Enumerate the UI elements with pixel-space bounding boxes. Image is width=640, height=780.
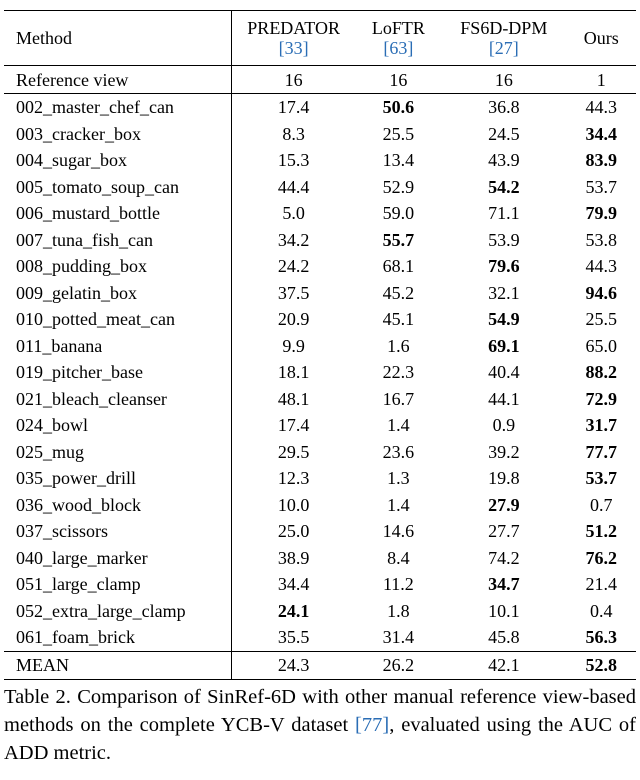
row-value: 1.4: [387, 415, 410, 436]
row-value: 25.0: [277, 521, 310, 542]
mean-value: 42.1: [441, 651, 566, 679]
row-value: 21.4: [585, 574, 617, 595]
results-table: [4, 10, 636, 680]
row-value: 79.9: [585, 203, 617, 224]
row-value: 45.2: [382, 282, 415, 303]
row-value: 53.7: [585, 468, 617, 489]
row-method-name: 024_bowl: [4, 412, 231, 439]
row-value: 0.9: [492, 415, 516, 436]
row-value: 17.4: [277, 415, 310, 436]
mean-value: 26.2: [356, 651, 442, 679]
header-col-cite[interactable]: [63]: [383, 38, 414, 58]
row-value: 51.2: [585, 521, 617, 542]
row-value: 32.1: [488, 282, 520, 303]
table-row: [4, 359, 636, 386]
row-value: 44.1: [488, 388, 520, 409]
row-method-name: 040_large_marker: [4, 545, 231, 572]
row-value: 24.2: [277, 256, 310, 277]
table-row: [4, 518, 636, 545]
table-row: [4, 147, 636, 174]
table-row: [4, 386, 636, 413]
table-row: [4, 253, 636, 280]
header-col-name: Ours: [583, 28, 619, 48]
row-value: 15.3: [277, 150, 310, 171]
table-row: [4, 571, 636, 598]
row-method-name: 009_gelatin_box: [4, 280, 231, 307]
table-row: [4, 200, 636, 227]
mean-value: 52.8: [566, 651, 636, 679]
table-row: [4, 598, 636, 625]
row-value: 55.7: [382, 229, 415, 250]
results-table-container: [4, 10, 636, 680]
table-body: [4, 66, 636, 652]
row-value: 68.1: [382, 256, 415, 277]
row-value: 13.4: [382, 150, 415, 171]
row-value: 94.6: [585, 282, 617, 303]
row-value: 11.2: [382, 574, 414, 595]
row-value: 31.7: [585, 415, 617, 436]
reference-value: 1: [566, 66, 636, 94]
row-method-name: 005_tomato_soup_can: [4, 174, 231, 201]
table-row: [4, 412, 636, 439]
row-value: 29.5: [277, 441, 310, 462]
row-value: 24.1: [277, 600, 310, 621]
row-value: 43.9: [488, 150, 520, 171]
row-value: 0.4: [589, 600, 613, 621]
row-method-name: 061_foam_brick: [4, 624, 231, 651]
row-method-name: 003_cracker_box: [4, 121, 231, 148]
row-value: 34.7: [488, 574, 520, 595]
table-row: [4, 306, 636, 333]
row-value: 31.4: [382, 627, 415, 648]
row-value: 45.1: [382, 309, 415, 330]
row-value: 74.2: [488, 547, 520, 568]
row-value: 34.4: [277, 574, 310, 595]
row-method-name: 007_tuna_fish_can: [4, 227, 231, 254]
row-value: 1.3: [387, 468, 410, 489]
row-value: 25.5: [585, 309, 617, 330]
table-row: [4, 439, 636, 466]
row-value: 14.6: [382, 521, 415, 542]
row-method-name: 006_mustard_bottle: [4, 200, 231, 227]
header-method: Method: [4, 11, 231, 66]
row-method-name: 021_bleach_cleanser: [4, 386, 231, 413]
header-col-3: [566, 11, 636, 66]
row-value: 44.3: [585, 256, 617, 277]
row-value: 34.2: [277, 229, 310, 250]
row-method-name: 010_potted_meat_can: [4, 306, 231, 333]
row-value: 23.6: [382, 441, 415, 462]
row-value: 56.3: [585, 627, 617, 648]
row-value: 8.4: [387, 547, 410, 568]
row-value: 50.6: [356, 94, 442, 121]
mean-label: MEAN: [4, 651, 231, 679]
row-value: 48.1: [277, 388, 310, 409]
header-col-name: LoFTR: [371, 18, 425, 38]
mean-row: [4, 651, 636, 679]
table-row: [4, 121, 636, 148]
row-method-name: 037_scissors: [4, 518, 231, 545]
row-value: 12.3: [277, 468, 310, 489]
reference-value: 16: [231, 66, 355, 94]
row-value: 54.2: [488, 176, 520, 197]
row-value: 72.9: [585, 388, 617, 409]
row-value: 8.3: [282, 123, 305, 144]
row-value: 22.3: [382, 362, 415, 383]
row-value: 24.5: [488, 123, 520, 144]
table-row: [4, 333, 636, 360]
table-row: [4, 280, 636, 307]
row-value: 44.3: [566, 94, 636, 121]
header-col-name: FS6D-DPM: [460, 18, 548, 38]
row-value: 53.7: [585, 176, 617, 197]
header-col-0: [231, 11, 355, 66]
header-col-cite[interactable]: [33]: [278, 38, 309, 58]
header-col-name: PREDATOR: [247, 18, 340, 38]
row-value: 45.8: [488, 627, 520, 648]
row-value: 0.7: [589, 494, 613, 515]
row-value: 18.1: [277, 362, 310, 383]
table-caption: [4, 683, 636, 767]
row-value: 17.4: [231, 94, 355, 121]
row-method-name: 035_power_drill: [4, 465, 231, 492]
row-method-name: 002_master_chef_can: [4, 94, 231, 121]
row-value: 71.1: [488, 203, 520, 224]
row-method-name: 052_extra_large_clamp: [4, 598, 231, 625]
row-method-name: 051_large_clamp: [4, 571, 231, 598]
row-value: 37.5: [277, 282, 310, 303]
row-value: 1.6: [387, 335, 410, 356]
row-value: 44.4: [277, 176, 310, 197]
row-value: 9.9: [282, 335, 305, 356]
header-col-2: [441, 11, 566, 66]
table-row: [4, 227, 636, 254]
row-value: 10.1: [488, 600, 520, 621]
row-value: 53.9: [488, 229, 520, 250]
row-value: 53.8: [585, 229, 617, 250]
row-value: 16.7: [382, 388, 415, 409]
mean-value: 24.3: [231, 651, 355, 679]
row-value: 83.9: [585, 150, 617, 171]
row-value: 59.0: [382, 203, 415, 224]
row-value: 25.5: [382, 123, 415, 144]
row-value: 27.7: [488, 521, 520, 542]
row-value: 1.8: [387, 600, 410, 621]
row-value: 69.1: [488, 335, 520, 356]
table-row: [4, 174, 636, 201]
caption-text-before: Table 2. Comparison of SinRef-6D with other manual reference view-based methods on the complete YCB-V dataset: [4, 686, 636, 736]
row-value: 38.9: [277, 547, 310, 568]
row-value: 27.9: [488, 494, 520, 515]
row-method-name: 036_wood_block: [4, 492, 231, 519]
row-value: 54.9: [488, 309, 520, 330]
row-value: 36.8: [441, 94, 566, 121]
row-value: 77.7: [585, 441, 617, 462]
table-row: [4, 465, 636, 492]
row-value: 79.6: [488, 256, 520, 277]
row-method-name: 004_sugar_box: [4, 147, 231, 174]
reference-label: Reference view: [4, 66, 231, 94]
reference-row: [4, 66, 636, 94]
reference-value: 16: [441, 66, 566, 94]
row-method-name: 011_banana: [4, 333, 231, 360]
row-value: 40.4: [488, 362, 520, 383]
reference-value: 16: [356, 66, 442, 94]
row-value: 10.0: [277, 494, 310, 515]
row-method-name: 008_pudding_box: [4, 253, 231, 280]
row-value: 88.2: [585, 362, 617, 383]
caption-citation[interactable]: [77]: [355, 714, 390, 736]
table-row: [4, 545, 636, 572]
header-col-cite[interactable]: [27]: [488, 38, 519, 58]
row-value: 65.0: [585, 335, 617, 356]
row-value: 35.5: [277, 627, 310, 648]
row-value: 1.4: [387, 494, 410, 515]
row-value: 34.4: [585, 123, 617, 144]
table-header-row: [4, 11, 636, 66]
row-value: 20.9: [277, 309, 310, 330]
table-row: [4, 624, 636, 651]
row-value: 76.2: [585, 547, 617, 568]
row-value: 19.8: [488, 468, 520, 489]
row-value: 52.9: [382, 176, 415, 197]
row-method-name: 025_mug: [4, 439, 231, 466]
row-method-name: 019_pitcher_base: [4, 359, 231, 386]
row-value: 39.2: [488, 441, 520, 462]
header-col-1: [356, 11, 442, 66]
row-value: 5.0: [282, 203, 305, 224]
table-row: [4, 492, 636, 519]
table-row: [4, 94, 636, 121]
caption-text-after: , evaluated using the AUC of ADD metric.: [4, 714, 636, 764]
